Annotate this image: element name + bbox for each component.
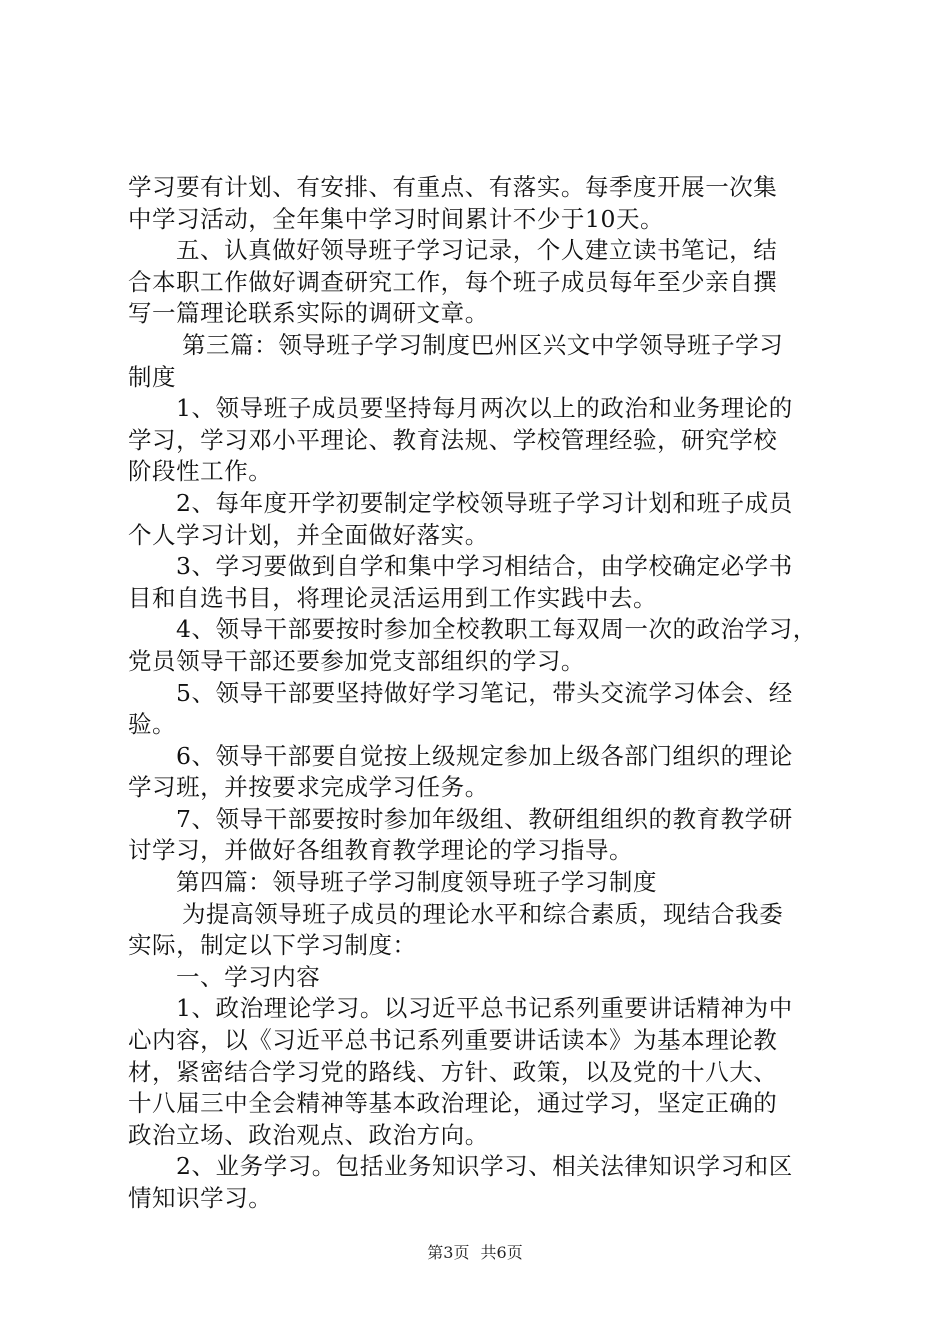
subsection-heading: 一、学习内容 [176, 962, 321, 991]
paragraph-line: 验。 [128, 710, 177, 739]
section-heading-continuation: 制度 [128, 362, 177, 391]
page-number: 第3页 [427, 1243, 470, 1262]
paragraph-line: 五、认真做好领导班子学习记录，个人建立读书笔记，结 [176, 236, 778, 265]
paragraph-line: 党员领导干部还要参加党支部组织的学习。 [128, 646, 585, 675]
paragraph-line: 3、学习要做到自学和集中学习相结合，由学校确定必学书 [176, 552, 793, 581]
paragraph-line: 写一篇理论联系实际的调研文章。 [128, 299, 489, 328]
paragraph-line: 4、领导干部要按时参加全校教职工每双周一次的政治学习， [176, 615, 817, 644]
paragraph-line: 心内容，以《习近平总书记系列重要讲话读本》为基本理论教 [128, 1026, 778, 1055]
paragraph-line: 目和自选书目，将理论灵活运用到工作实践中去。 [128, 583, 658, 612]
paragraph-line: 1、政治理论学习。以习近平总书记系列重要讲话精神为中 [176, 994, 793, 1023]
paragraph-line: 2、业务学习。包括业务知识学习、相关法律知识学习和区 [176, 1152, 793, 1181]
section-heading: 第四篇：领导班子学习制度领导班子学习制度 [176, 868, 657, 897]
paragraph-line: 十八届三中全会精神等基本政治理论，通过学习，坚定正确的 [128, 1089, 778, 1118]
paragraph-line: 学习班，并按要求完成学习任务。 [128, 773, 489, 802]
page-footer [0, 1242, 950, 1264]
paragraph-line: 阶段性工作。 [128, 457, 273, 486]
paragraph-line: 材，紧密结合学习党的路线、方针、政策，以及党的十八大、 [128, 1057, 778, 1086]
document-body [128, 172, 840, 1215]
paragraph-line: 为提高领导班子成员的理论水平和综合素质，现结合我委 [182, 899, 784, 928]
paragraph-line: 讨学习，并做好各组教育教学理论的学习指导。 [128, 836, 634, 865]
paragraph-line: 实际，制定以下学习制度： [128, 931, 417, 960]
paragraph-line: 个人学习计划，并全面做好落实。 [128, 520, 489, 549]
page-total: 共6页 [480, 1243, 523, 1262]
paragraph-line: 6、领导干部要自觉按上级规定参加上级各部门组织的理论 [176, 741, 793, 770]
paragraph-line: 1、领导班子成员要坚持每月两次以上的政治和业务理论的 [176, 394, 793, 423]
paragraph-line: 中学习活动，全年集中学习时间累计不少于10天。 [128, 204, 665, 233]
section-heading: 第三篇：领导班子学习制度巴州区兴文中学领导班子学习 [182, 330, 784, 359]
paragraph-line: 合本职工作做好调查研究工作，每个班子成员每年至少亲自撰 [128, 267, 778, 296]
paragraph-line: 2、每年度开学初要制定学校领导班子学习计划和班子成员 [176, 488, 793, 517]
paragraph-line: 7、领导干部要按时参加年级组、教研组组织的教育教学研 [176, 804, 793, 833]
paragraph-line: 政治立场、政治观点、政治方向。 [128, 1120, 489, 1149]
paragraph-line: 情知识学习。 [128, 1184, 273, 1212]
paragraph-line: 学习，学习邓小平理论、教育法规、学校管理经验，研究学校 [128, 425, 778, 454]
paragraph-line: 学习要有计划、有安排、有重点、有落实。每季度开展一次集 [128, 173, 778, 201]
paragraph-line: 5、领导干部要坚持做好学习笔记，带头交流学习体会、经 [176, 678, 793, 707]
